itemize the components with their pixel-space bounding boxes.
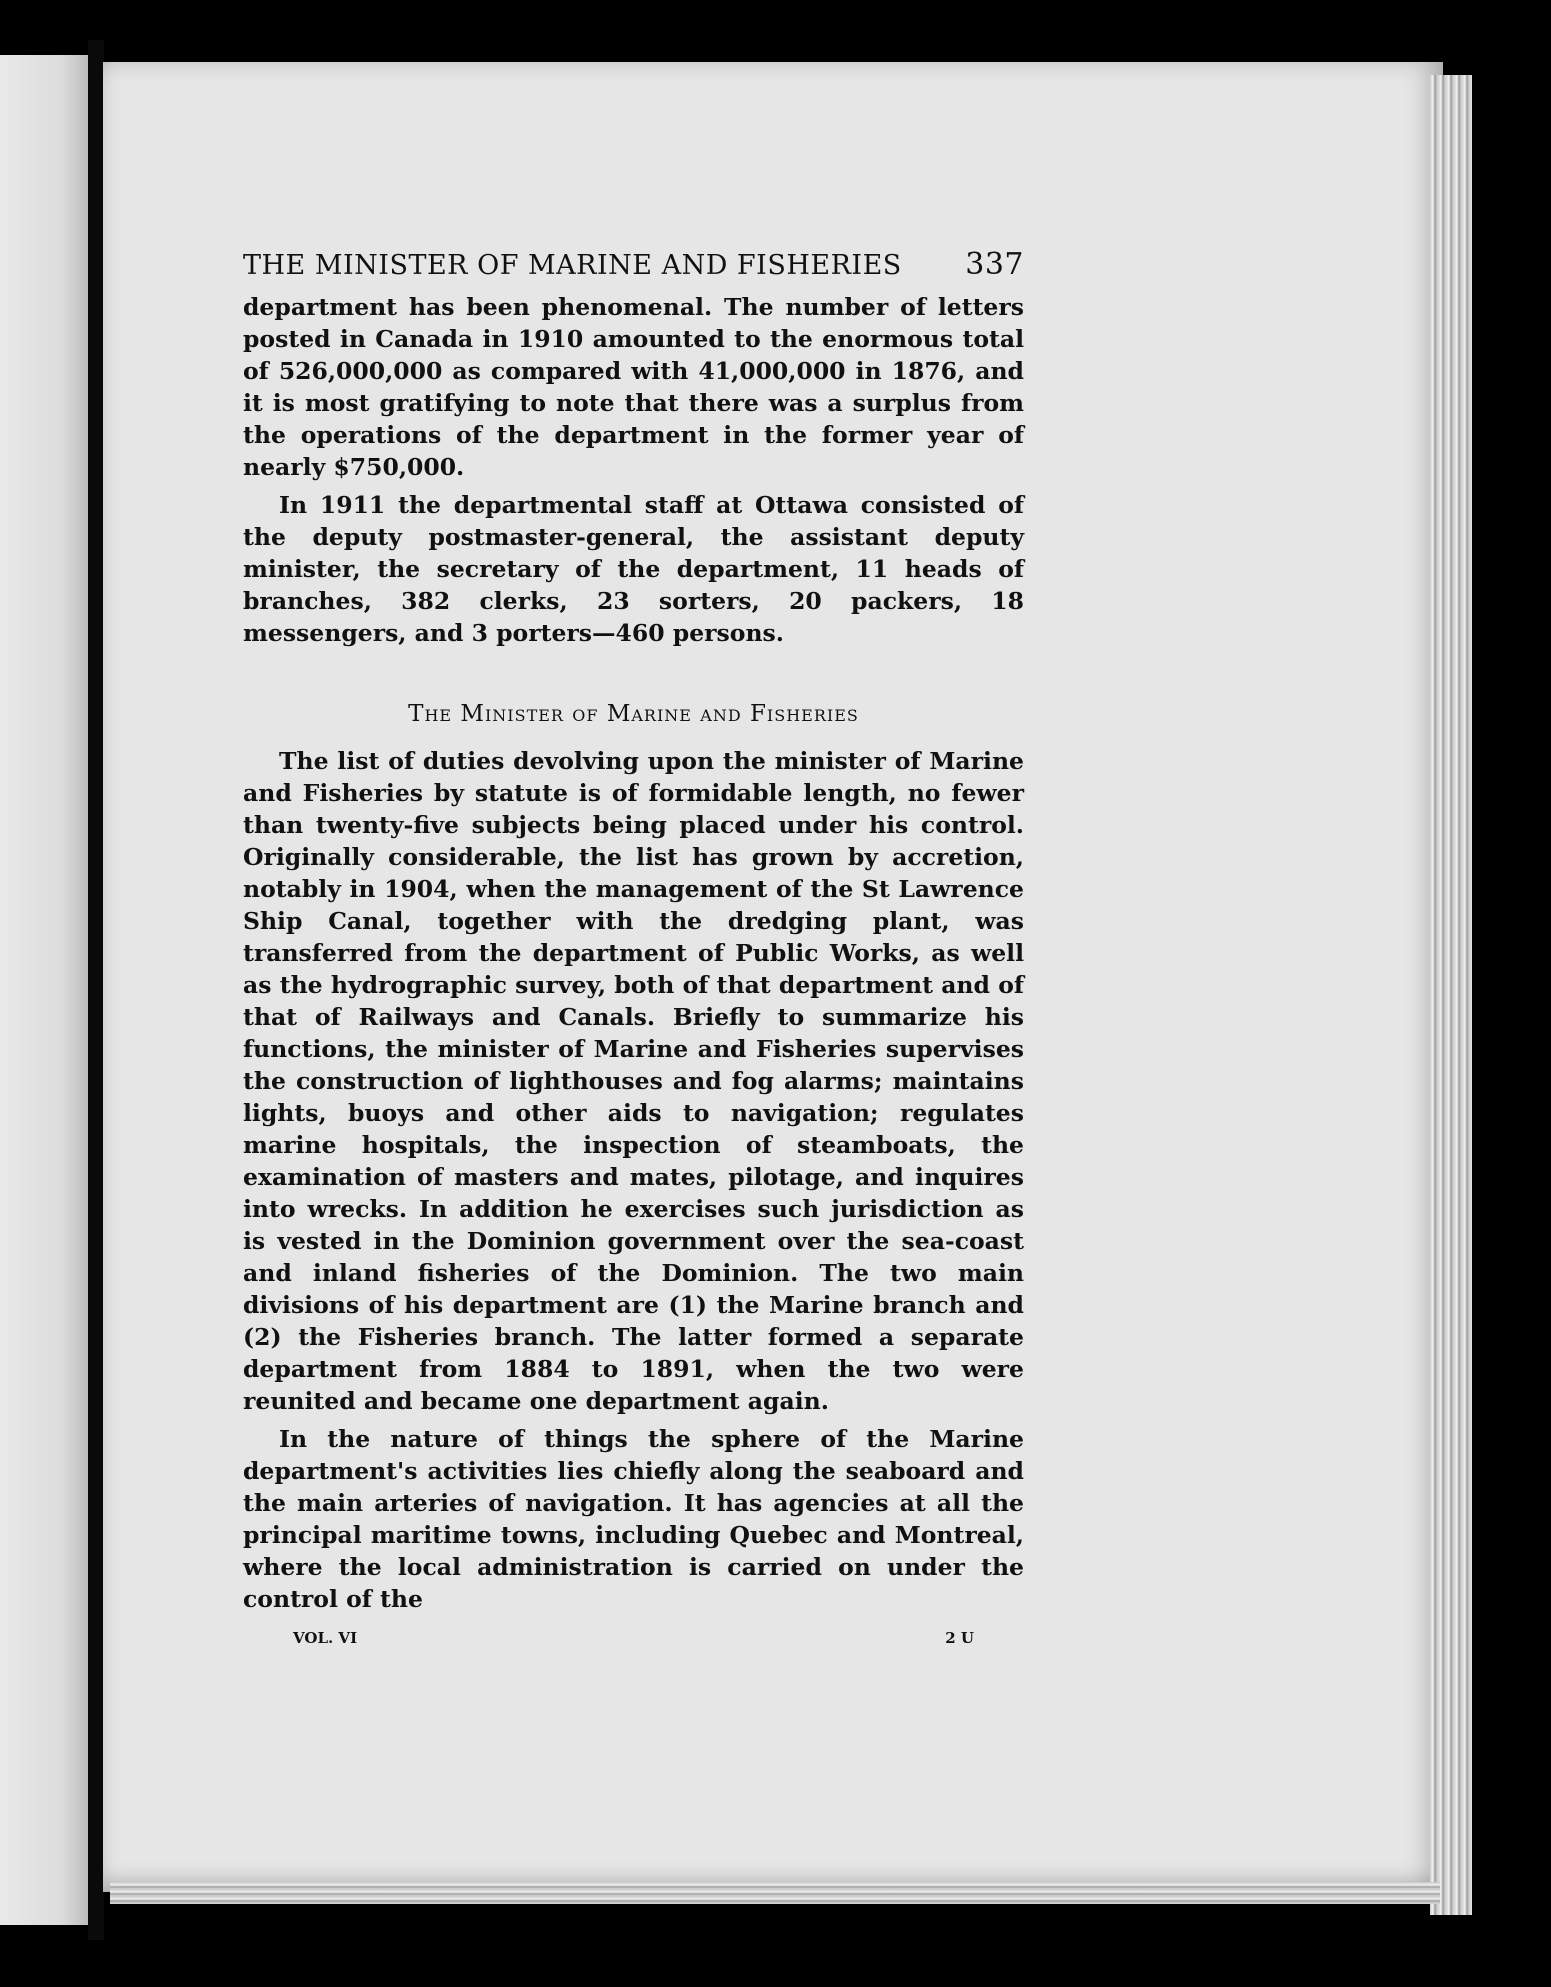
page-footer bbox=[243, 1629, 1024, 1647]
fore-edge-page-stack bbox=[1430, 75, 1472, 1915]
body-text bbox=[243, 291, 1024, 1615]
paragraph: The list of duties devolving upon the minister of Marine and Fisheries by statute is of formidable length, no fewer than twenty-five subjects being placed under his control. Originally considerable, the list has grown by accretion, notably in 1904, when the management of the St Lawrence Ship Canal, together with the dredging plant, was transferred from the department of Public Works, as well as the hydrographic survey, both of that department and of that of Railways and Canals. Briefly to summarize his functions, the minister of Marine and Fisheries supervises the construction of lighthouses and fog alarms; maintains lights, buoys and other aids to navigation; regulates marine hospitals, the inspection of steamboats, the examination of masters and mates, pilotage, and inquires into wrecks. In addition he exercises such jurisdiction as is vested in the Dominion government over the sea-coast and inland fisheries of the Dominion. The two main divisions of his department are (1) the Marine branch and (2) the Fisheries branch. The latter formed a separate department from 1884 to 1891, when the two were reunited and became one department again. bbox=[243, 747, 1024, 1415]
paragraph: In 1911 the departmental staff at Ottawa consisted of the deputy postmaster-general, the assistant deputy minister, the secretary of the department, 11 heads of branches, 382 clerks, 23 sorters, 20 packers, 18 messengers, and 3 porters—460 persons. bbox=[243, 491, 1024, 647]
page-text-block bbox=[243, 248, 1024, 1647]
book-gutter bbox=[88, 40, 104, 1940]
bottom-page-stack bbox=[110, 1882, 1440, 1904]
page-number: 337 bbox=[965, 247, 1024, 282]
volume-signature: VOL. VI bbox=[293, 1629, 358, 1647]
gathering-signature: 2 U bbox=[945, 1629, 974, 1647]
running-head bbox=[243, 248, 1024, 281]
running-head-title: THE MINISTER OF MARINE AND FISHERIES bbox=[243, 250, 902, 281]
facing-page-edge bbox=[0, 55, 88, 1925]
paragraph: In the nature of things the sphere of the Marine department's activities lies chiefly along the seaboard and the main arteries of navigation. It has agencies at all the principal maritime towns, including Quebec and Montreal, where the local administration is carried on under the control of the bbox=[243, 1425, 1024, 1613]
section-heading: The Minister of Marine and Fisheries bbox=[408, 701, 859, 727]
paragraph: department has been phenomenal. The number of letters posted in Canada in 1910 amounted to the enormous total of 526,000,000 as compared with 41,000,000 in 1876, and it is most gratifying to note that there was a surplus from the operations of the department in the former year of nearly $750,000. bbox=[243, 293, 1024, 481]
